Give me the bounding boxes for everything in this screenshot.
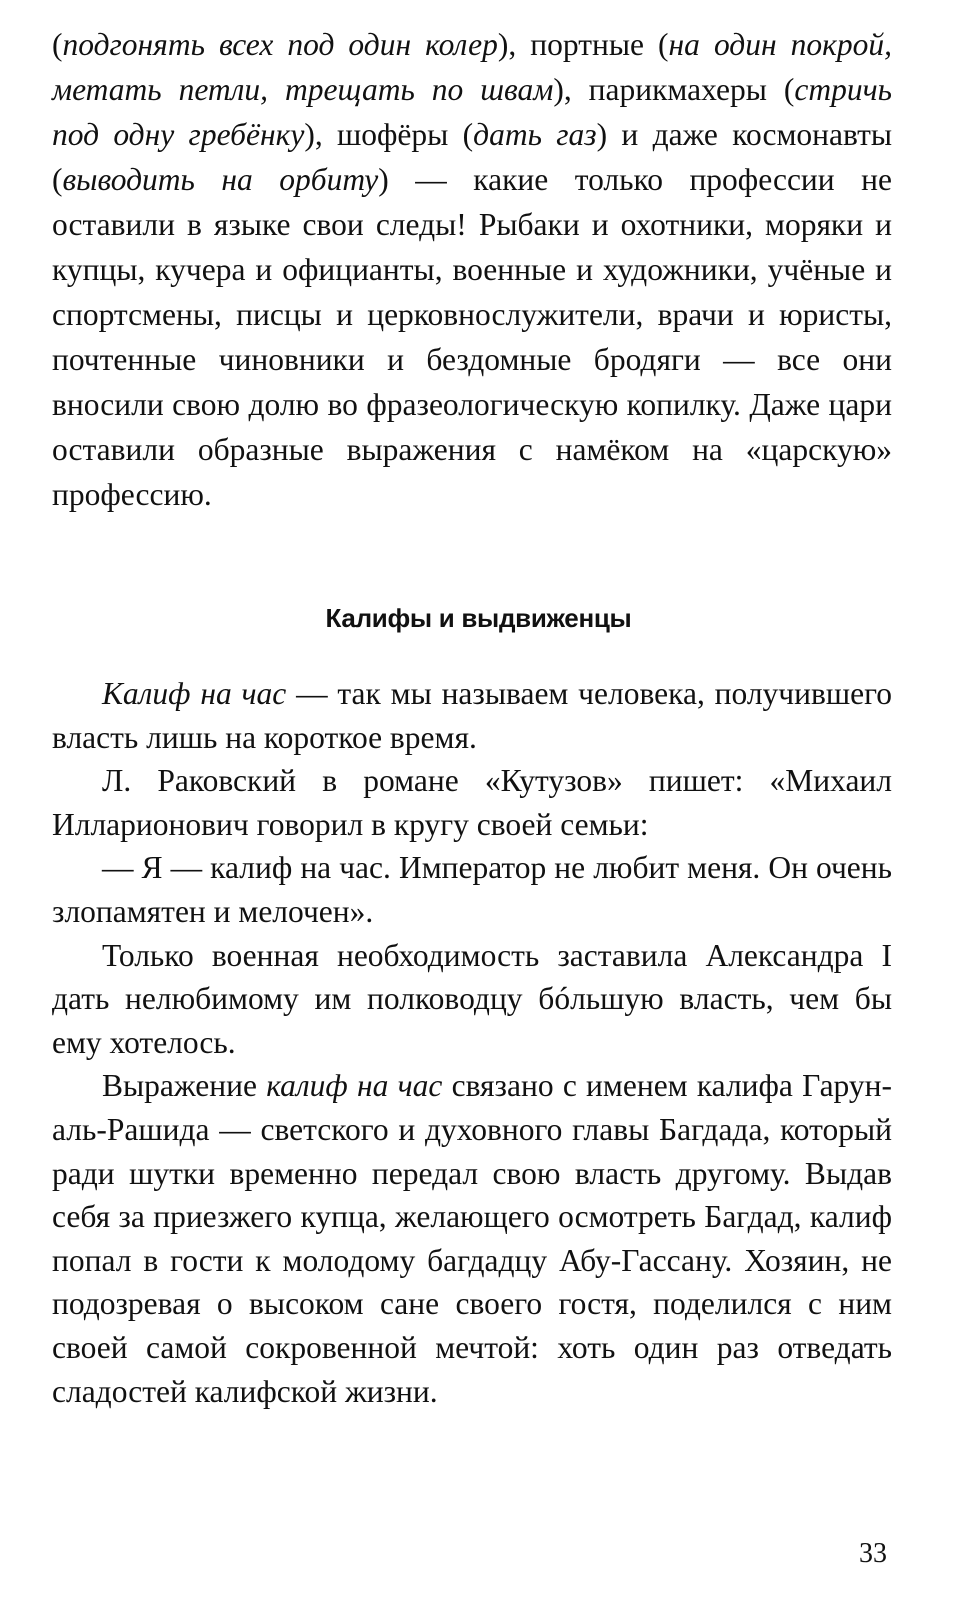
paragraph-text: Выражение (102, 1068, 267, 1104)
paragraph-text: связано с именем калифа Гарун-аль-Рашида — светского и духовного главы Багдада, который ради шутки временно передал свою власть другому. Выдав себя за приезжего купца, желающего осмотреть Багдад, калиф попал в гости к молодому багдадцу Абу-Гассану. Хозяин, не подозревая о высоком сане своего гостя, поделился с ним своей самой сокровенной мечтой: хоть один раз отведать сладостей калифской жизни. (52, 1068, 892, 1409)
intro-segment: ) и даже космонавты ( (52, 117, 892, 197)
paragraph-text: — Я — калиф на час. Император не любит меня. Он очень злопамятен и мелочен». (52, 850, 892, 929)
intro-segment: ) — какие только профессии не оставили в языке свои следы! Рыбаки и охотники, моряки и купцы, кучера и официанты, военные и художники, учёные и спортсмены, писцы и церковнослужители, врачи и юристы, почтенные чиновники и бездомные бродяги — все они вносили свою долю во фразеологическую копилку. Даже цари оставили образные выражения с намёком на «царскую» профессию. (52, 162, 892, 512)
intro-segment: ), портные ( (497, 27, 669, 62)
intro-segment-italic: стричь под одну гребёнку (52, 72, 892, 152)
term-italic: Калиф на час (102, 676, 287, 711)
intro-segment: ), парикмахеры ( (553, 72, 795, 107)
paragraph-text: — так мы называем человека, получившего власть лишь на короткое время. (52, 676, 892, 755)
intro-segment-italic: выводить на орбиту (62, 162, 379, 197)
paragraph-text: Л. Раковский в романе «Кутузов» пишет: «Михаил Илларионович говорил в кругу своей семьи: (52, 763, 892, 842)
intro-segment-italic: дать газ (473, 117, 597, 152)
paragraph-definition (52, 672, 892, 759)
paragraph-quote (52, 846, 892, 933)
section-heading: Калифы и выдвиженцы (325, 603, 632, 633)
term-italic: калиф на час (266, 1068, 443, 1104)
intro-segment-italic: подгонять всех под один колер (62, 27, 498, 62)
paragraph-text: Только военная необходимость заставила Александра I дать нелюбимому им полководцу бóльшую власть, чем бы ему хотелось. (52, 937, 892, 1060)
intro-text (52, 22, 892, 517)
intro-segment: ( (52, 27, 63, 62)
intro-segment: ), шофёры ( (304, 117, 474, 152)
intro-paragraph (52, 22, 892, 517)
paragraph-origin (52, 1064, 892, 1413)
section-body (52, 672, 892, 1413)
intro-segment-italic: на один покрой, метать петли, трещать по швам (52, 27, 892, 107)
page-number: 33 (859, 1538, 887, 1569)
paragraph-context (52, 934, 892, 1065)
paragraph-quote-intro (52, 759, 892, 846)
